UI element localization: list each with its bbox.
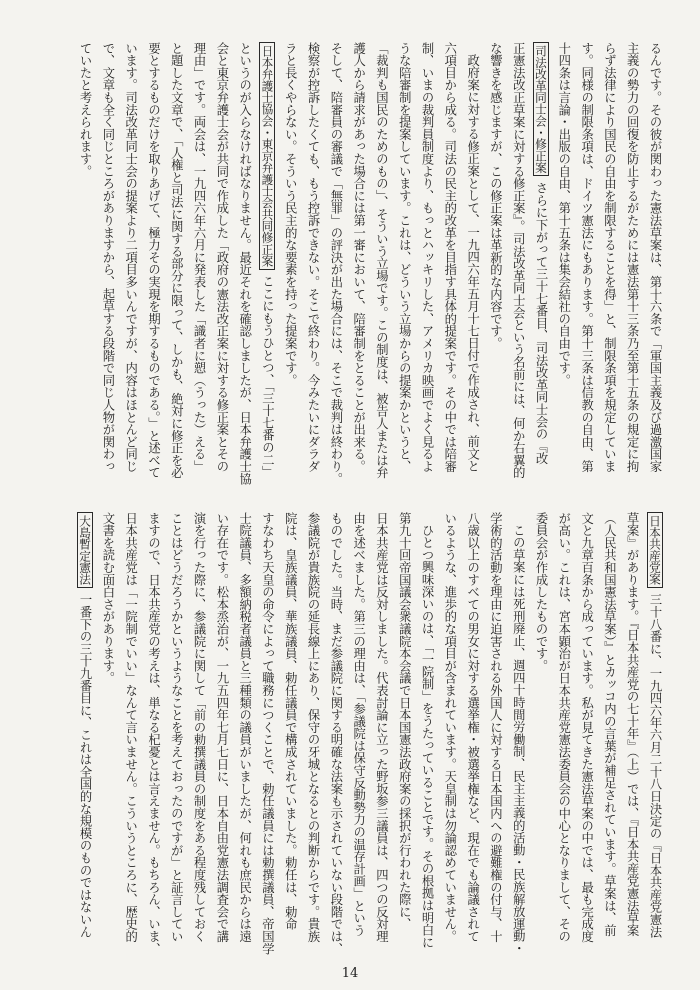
text-column	[415, 512, 438, 962]
text-column	[484, 512, 507, 962]
text-column	[552, 42, 575, 492]
column-text: な響きを感じますが、この修正案は革新的な内容です。	[488, 42, 503, 350]
column-text: 文書を読む面白さがあります。	[100, 512, 115, 685]
text-column	[301, 512, 324, 962]
text-column	[96, 512, 119, 962]
text-column	[620, 42, 643, 492]
text-column	[256, 42, 279, 492]
section-heading: 日本共産党案	[647, 512, 663, 588]
text-column	[187, 512, 210, 962]
text-column	[575, 42, 598, 492]
column-text: ここにもうひとつ、「三十七番の二」	[260, 275, 275, 479]
text-column	[142, 42, 165, 492]
text-column	[598, 512, 621, 962]
text-column	[73, 42, 96, 492]
section-heading: 日本弁護士協会・東京弁護士会共同修正案	[259, 42, 275, 270]
text-column	[347, 512, 370, 962]
text-column	[620, 512, 643, 962]
column-text: 草案』があります。『日本共産党の七十年』（上）では、『日本共産党憲法草案	[625, 512, 640, 937]
column-text: 政府案に対する修正案として、一九四六年五月十七日付で作成され、前文と	[465, 54, 480, 473]
section-heading: 司法改革同士会・修正案	[533, 42, 549, 176]
column-text: 制、いまの裁判員制度より、もっとハッキリした、アメリカ映画でよく見るよ	[420, 42, 435, 473]
column-text: 八歳以上のすべての男女に対する選挙権・被選挙権など、現在でも論議されて	[465, 512, 480, 943]
column-text: ひとつ興味深いのは、「一院制」をうたっていることです。その根拠は明白に	[420, 524, 435, 949]
column-text: で、文章も全く同じところがありますから、起草する段階で同じ人物が関わっ	[100, 42, 115, 473]
column-text: ことはどうだろうかというようなことを考えておったのですが」と証言してい	[169, 512, 184, 943]
text-column	[643, 42, 666, 492]
section-heading: 大島暫定憲法	[77, 512, 93, 588]
column-text: 院は、皇族議員、華族議員、勅任議員で構成されていました。勅任は、勅命	[283, 512, 298, 931]
text-column	[324, 42, 347, 492]
column-text: います。司法改革同士会の提案より二項目多いんですが、内容はほとんど同じ	[123, 42, 138, 473]
text-column	[370, 42, 393, 492]
column-text: 文と九章百条から成っています。私が見てきた憲法草案の中では、最も完成度	[579, 512, 594, 943]
column-text: 日本共産党は「一院制でいい」なんて言いません。こういうところに、歴史的	[123, 512, 138, 943]
text-column	[461, 512, 484, 962]
column-text: す。同様の制限条項は、ドイツ憲法にもあります。第十三条は信教の自由、第	[579, 42, 594, 473]
text-column	[575, 512, 598, 962]
column-text: 主義の勢力の回復を防止するがためには憲法第十三条乃至第十五条の規定に拘	[625, 42, 640, 473]
column-text: が高い。これは、宮本顕治が日本共産党憲法委員会の中心となりまして、その	[556, 512, 571, 943]
column-text: と題した文章で、「人権と司法に関する部分に限って、しかも、絶対に修正を必	[169, 42, 184, 479]
text-column	[142, 512, 165, 962]
column-text: 検察が控訴したくても、もう控訴できない。そこで終わり。今みたいにダラダ	[306, 42, 321, 473]
text-column	[529, 512, 552, 962]
column-text: さらに下がって三十七番目、司法改革同士会の『改	[534, 181, 549, 465]
text-column	[119, 42, 142, 492]
column-text: 要とするものだけを取りあげて、極力その実現を期するものである。」と述べて	[146, 42, 161, 479]
text-column	[73, 512, 96, 962]
column-text: 十四条は言論・出版の自由、第十五条は集会結社の自由です。	[556, 42, 571, 387]
text-column	[529, 42, 552, 492]
column-text: らず法律により国民の自由を制限することを得」と、制限条項を規定していま	[602, 42, 617, 473]
column-text: 演を行った際に、参議院に関して「前の勅撰議員の制度をある程度残しておく	[192, 512, 207, 943]
text-column	[210, 42, 233, 492]
text-column	[119, 512, 142, 962]
text-column	[643, 512, 666, 962]
text-column	[598, 42, 621, 492]
text-column	[278, 512, 301, 962]
text-column	[347, 42, 370, 492]
column-text: ますので、日本共産党の考えは、単なる杞憂とは言えません。もちろん、いま、	[146, 512, 161, 955]
lower-text-block	[73, 512, 666, 962]
column-text: ものでした。当時、まだ参議院に関する明確な法案も示されていない段階では、	[328, 512, 343, 955]
text-column	[506, 512, 529, 962]
text-column	[438, 42, 461, 492]
text-column	[392, 512, 415, 962]
text-column	[301, 42, 324, 492]
column-text: 「裁判も国民のためのもの」、そういう立場です。この制度は、被告人または弁	[374, 42, 389, 479]
column-text: 正憲法改正草案に対する修正案』。司法改革同士会という名前には、何か右翼的	[511, 42, 526, 479]
text-column	[164, 512, 187, 962]
text-column	[96, 42, 119, 492]
text-column	[256, 512, 279, 962]
column-text: 士院議員、多額納税者議員と三種類の議員がいましたが、何れも庶民からは遠	[237, 512, 252, 943]
column-text: 由を述べました。第三の理由は、「参議院は保守反動勢力の温存計画」という	[351, 512, 366, 937]
column-text: 理由」です。両会は、一九四六年六月に発表した「識者に愬（うった）える」	[192, 42, 207, 473]
text-column	[187, 42, 210, 492]
text-column	[370, 512, 393, 962]
column-text: い存在です。松本烝治が、一九五四年七月七日に、日本自由党憲法調査会で講	[214, 512, 229, 943]
column-text: 三十八番に、一九四六年六月二十八日決定の『日本共産党憲法	[648, 593, 662, 938]
page-number: 14	[341, 966, 359, 981]
column-text: うな陪審制を提案しています。これは、どういう立場からの提案かというと、	[397, 42, 412, 473]
column-text: というのが入らなければなりません。最近それを確認しましたが、日本弁護士協	[237, 42, 252, 485]
text-column	[278, 42, 301, 492]
column-text: 護人から請求があった場合には第一審において、陪審制をとることが出来る。	[351, 42, 366, 473]
text-column	[438, 512, 461, 962]
text-column	[484, 42, 507, 492]
text-column	[164, 42, 187, 492]
column-text: 会と東京弁護士会が共同で作成した「政府の憲法改正案に対する修正案とその	[214, 42, 229, 473]
column-text: すなわち天皇の命令によって職務につくことで、勅任議員には勅撰議員、帝国学	[260, 512, 275, 955]
column-text: いるような、進歩的な項目が含まれています。天皇制は勿論認めていません。	[442, 512, 457, 943]
text-column	[506, 42, 529, 492]
column-text: 第九十回帝国議会衆議院本会議で日本国憲法政府案の採択が行われた際に、	[397, 512, 412, 931]
text-column	[392, 42, 415, 492]
column-text: 参議院が貴族院の延長線上にあり、保守の牙城となるとの判断からです。貴族	[306, 512, 321, 943]
text-column	[210, 512, 233, 962]
column-text: 委員会が作成したものです。	[534, 512, 549, 672]
upper-text-block	[73, 42, 666, 492]
column-text: そして、陪審員の審議で「無罪」の評決が出た場合には、そこで裁判は終わり。	[328, 42, 343, 485]
column-text: （人民共和国憲法草案）』とカッコ内の言葉が補足されています。草案は、前	[602, 512, 617, 937]
text-column	[233, 512, 256, 962]
text-column	[461, 42, 484, 492]
text-column	[552, 512, 575, 962]
text-column	[415, 42, 438, 492]
column-text: 六項目から成る。司法の民主的改革を目指す具体的提案です。その中では陪審	[442, 42, 457, 473]
column-text: ていたと考えられます。	[78, 42, 93, 178]
column-text: 一番下の三十九番目に、これは全国的な規模のものではないん	[78, 593, 93, 938]
column-text: ラと長くやらない。そういう民主的な要素を持った提案です。	[283, 42, 298, 387]
column-text: 学術的活動を理由に迫害される外国人に対する日本国内への避難権の付与、十	[488, 512, 503, 943]
column-text: この草案には死刑廃止、週四十時間労働制、民主主義的活動・民族解放運動・	[511, 524, 526, 955]
text-column	[324, 512, 347, 962]
column-text: 日本共産党は反対しました。代表討論に立った野坂参三議員は、四つの反対理	[374, 512, 389, 943]
text-column	[233, 42, 256, 492]
column-text: るんです。その彼が関わった憲法草案は、第十六条で「軍国主義及び過激国家	[648, 42, 662, 473]
